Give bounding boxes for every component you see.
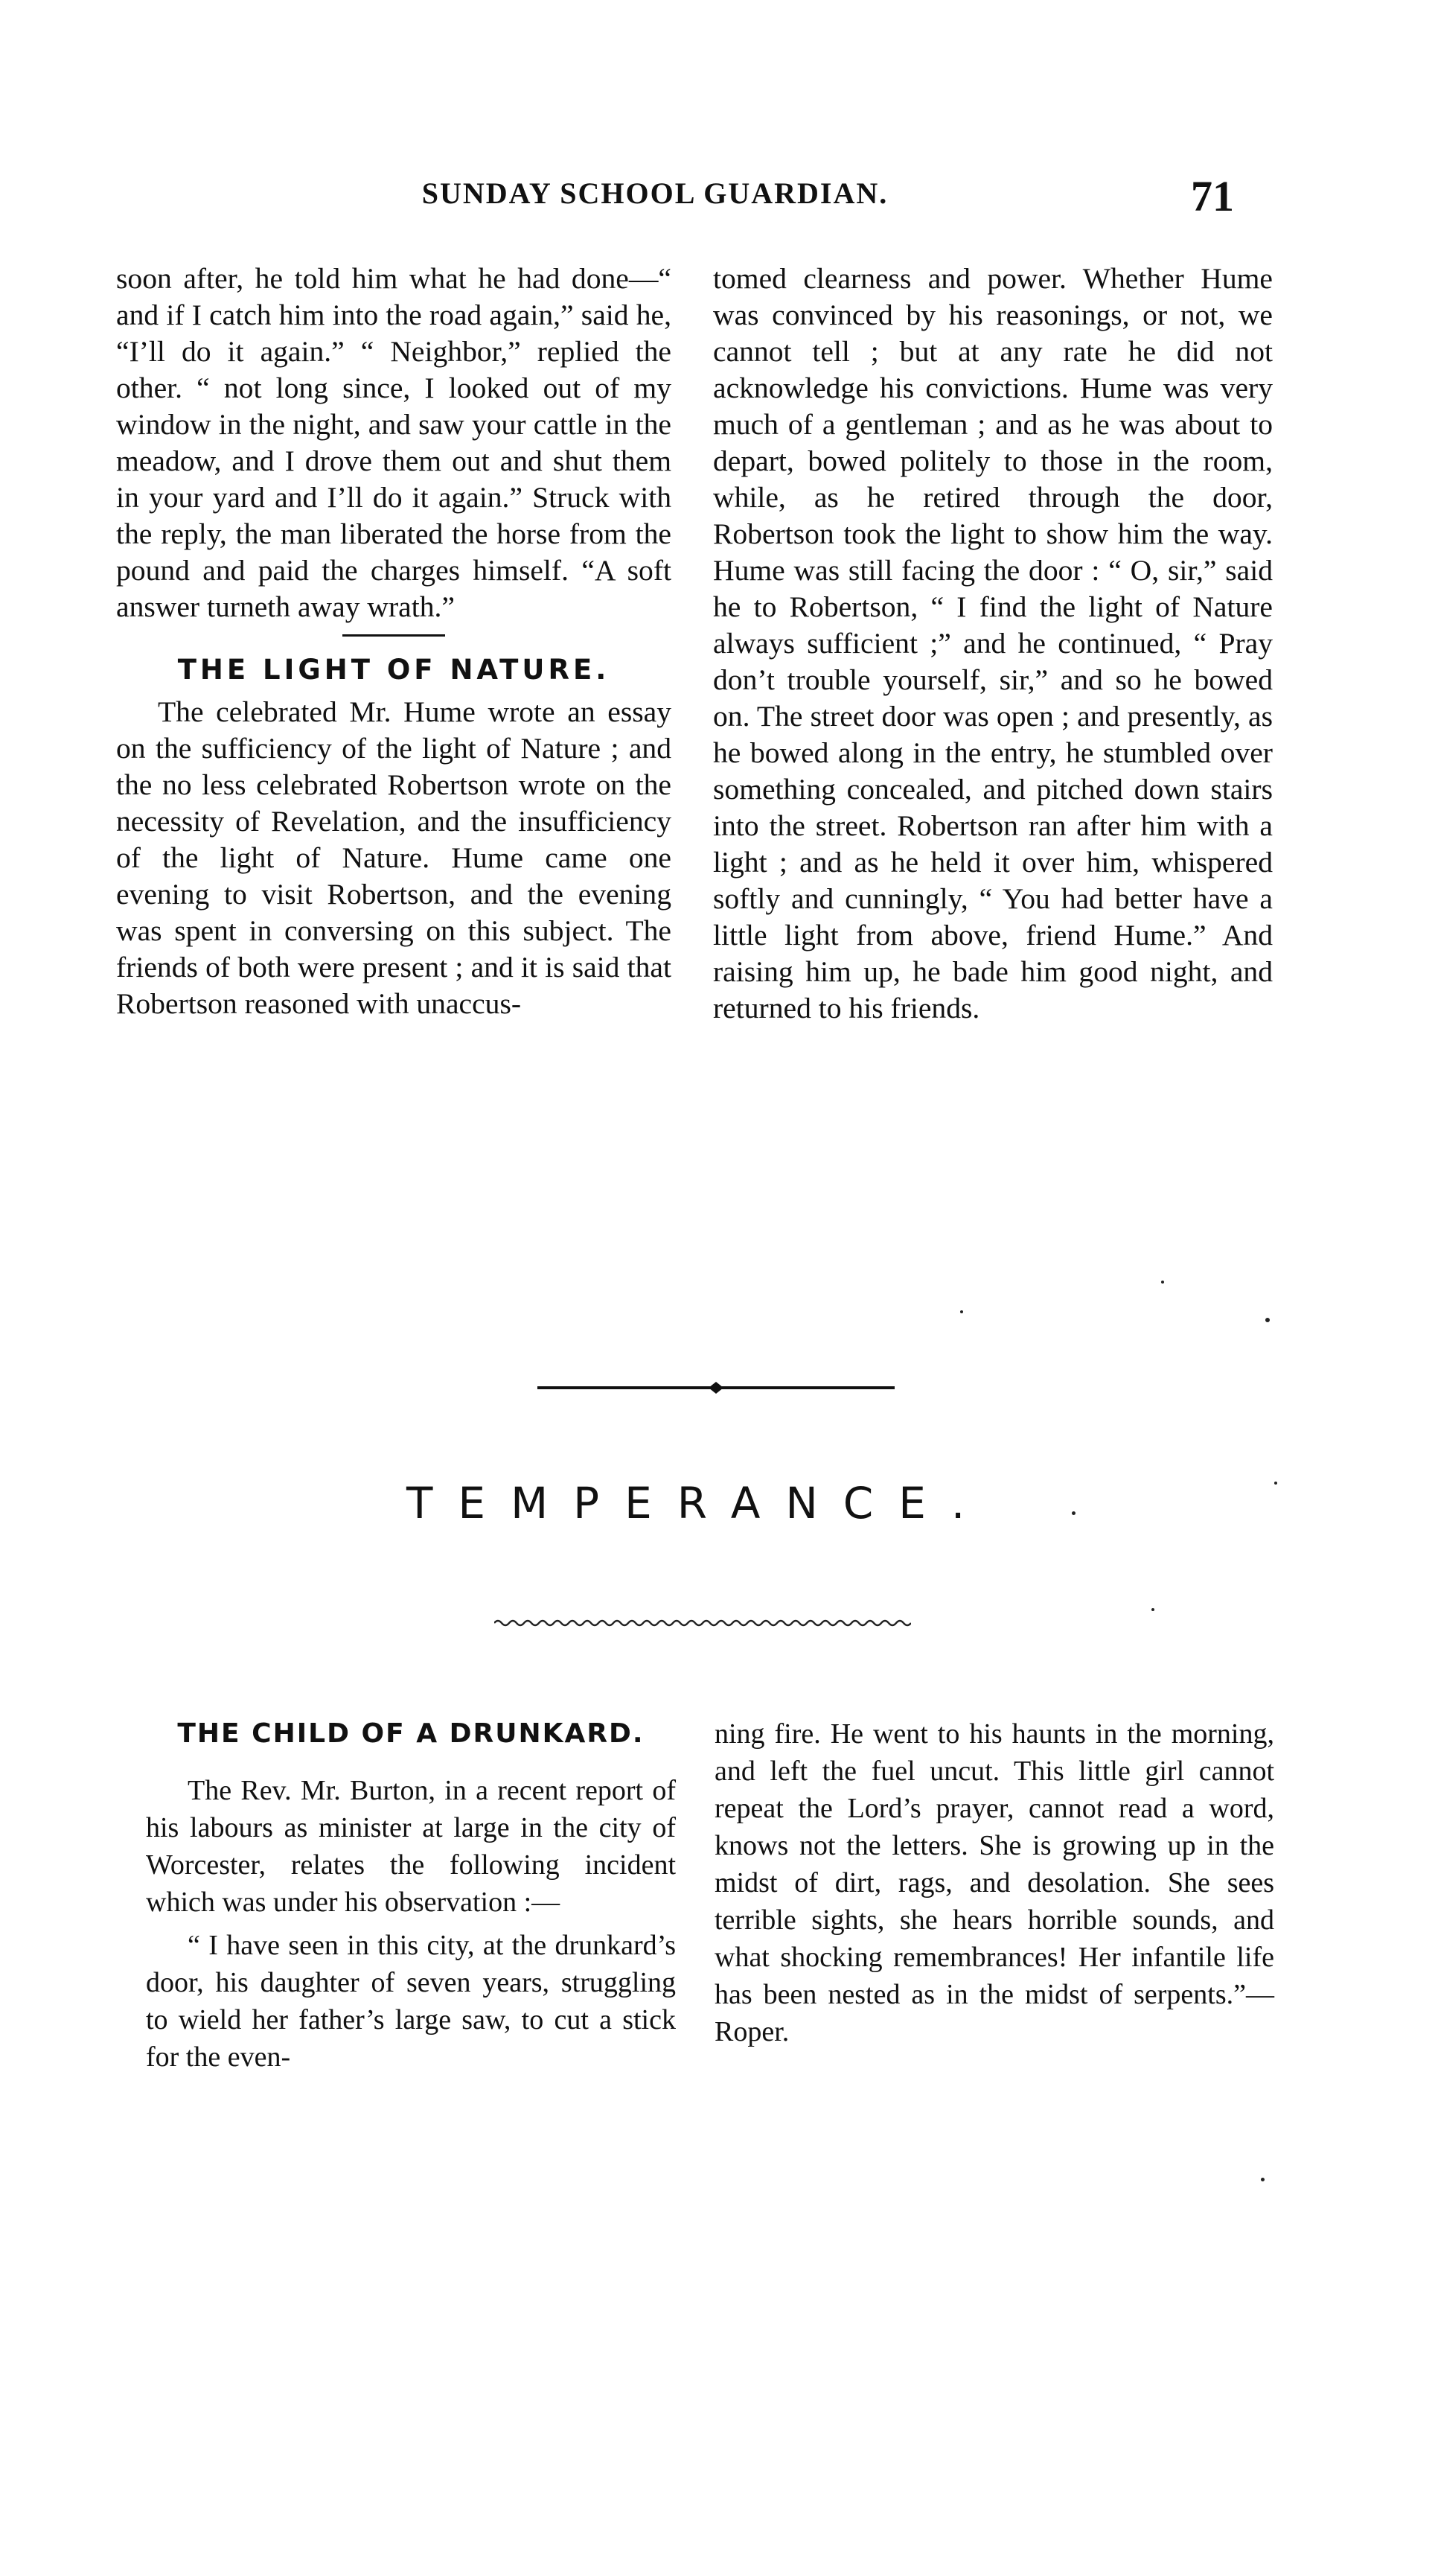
section-heading-light-of-nature: THE LIGHT OF NATURE. xyxy=(177,654,610,686)
drunkard-paragraph-1: The Rev. Mr. Burton, in a recent report of his labours as minister at large in the city of Worcester, relates the following incident which was under his observation :— xyxy=(146,1775,676,1918)
light-of-nature-text-part2: tomed clearness and power. Whether Hume was convinced by his reasonings, or not, we cannot tell ; but at any rate he did not acknowledge his convictions. Hume was very much of a gentleman ; and as he was about to depart, bowed politely to those in the room, while, as he retired through the door, Robertson took the light to show him the way. Hume was still facing the door : “ O, sir,” said he to Robertson, “ I find the light of Nature always sufficient ;” and he continued, “ Pray don’t trouble yourself, sir,” and so he bowed on. The street door was open ; and presently, as he bowed along in the entry, he stumbled over something concealed, and pitched down stairs into the street. Robertson ran after him with a light ; and as he held it over him, whispered softly and cunningly, “ You had better have a little light from above, friend Hume.” And raising him up, he bade him good night, and returned to his friends. xyxy=(713,262,1273,1024)
wavy-rule xyxy=(494,1617,911,1629)
print-speck xyxy=(1161,1281,1164,1284)
short-separator-rule xyxy=(342,634,445,637)
section-heading-child-of-drunkard: THE CHILD OF A DRUNKARD. xyxy=(177,1718,645,1749)
right-column-top xyxy=(713,261,1273,1027)
running-header: SUNDAY SCHOOL GUARDIAN. xyxy=(421,176,889,210)
light-of-nature-text-part1: The celebrated Mr. Hume wrote an essay on the sufficiency of the light of Nature ; and the no less celebrated Robertson wrote on the necessity of Revelation, and the insufficiency of the light of Nature. Hume came one evening to visit Robertson, and the evening was spent in conversing on this subject. The friends of both were present ; and it is said that Robertson reasoned with unaccus- xyxy=(116,695,671,1020)
drunkard-paragraph-continued: ning fire. He went to his haunts in the morning, and left the fuel uncut. This little girl cannot repeat the Lord’s prayer, cannot read a word, knows not the letters. She is growing up in the midst of dirt, rags, and desolation. She sees terrible sights, she hears horrible sounds, and what shocking remembrances! Her infantile life has been nested as in the midst of serpents.”—Roper. xyxy=(715,1718,1274,2047)
section-title-temperance: TEMPERANCE. xyxy=(406,1478,991,1528)
left-column-top xyxy=(116,261,671,1022)
right-column-bottom xyxy=(715,1715,1274,2050)
print-speck xyxy=(1261,2178,1265,2181)
left-column-bottom xyxy=(146,1715,676,2076)
print-speck xyxy=(1072,1511,1076,1515)
drunkard-paragraph-2: “ I have seen in this city, at the drunkard’s door, his daughter of seven years, struggling to wield her father’s large saw, to cut a stick for the even- xyxy=(146,1930,676,2073)
ornamental-divider xyxy=(537,1379,895,1397)
print-speck xyxy=(1151,1608,1154,1611)
article-continuation-text: soon after, he told him what he had done—“ and if I catch him into the road again,” said he, “I’ll do it again.” “ Neighbor,” replied the other. “ not long since, I looked out of my window in the night, and saw your cattle in the meadow, and I drove them out and shut them in your yard and I’ll do it again.” Struck with the reply, the man liberated the horse from the pound and paid the charges himself. “A soft answer turneth away wrath.” xyxy=(116,262,671,623)
print-speck xyxy=(960,1310,963,1313)
print-speck xyxy=(1265,1318,1270,1322)
page-number: 71 xyxy=(1191,172,1234,220)
print-speck xyxy=(1274,1482,1277,1485)
